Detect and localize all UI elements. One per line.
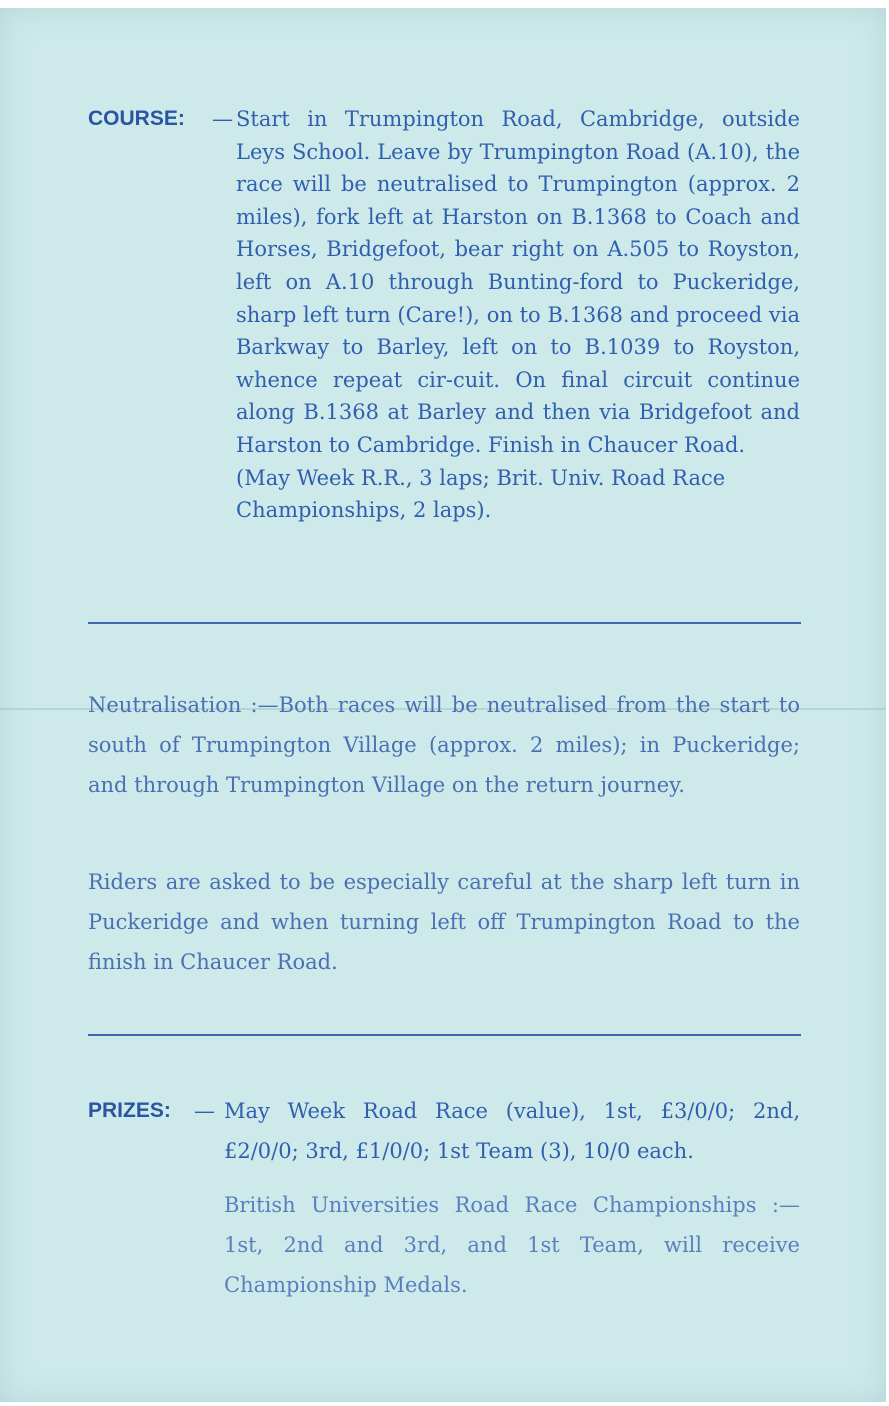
course-label: COURSE: bbox=[88, 107, 185, 130]
prizes-dash: — bbox=[194, 1099, 215, 1123]
prizes-text: May Week Road Race (value), 1st, £3/0/0; 2nd, £2/0/0; 3rd, £1/0/0; 1st Team (3), 10/0 each. bbox=[224, 1099, 800, 1163]
divider-rule-2 bbox=[88, 1034, 801, 1036]
course-dash: — bbox=[212, 107, 233, 131]
course-note: (May Week R.R., 3 laps; Brit. Univ. Road Race Championships, 2 laps). bbox=[236, 465, 726, 523]
prizes-label: PRIZES: bbox=[88, 1099, 171, 1122]
riders-section bbox=[88, 862, 800, 982]
championships-text: British Universities Road Race Championships :— 1st, 2nd and 3rd, and 1st Team, will receive Championship Medals. bbox=[224, 1193, 800, 1297]
divider-rule-1 bbox=[88, 622, 801, 624]
prizes-section bbox=[88, 1091, 800, 1305]
riders-text: Riders are asked to be especially careful at the sharp left turn in Puckeridge and when turning left off Trumpington Road to the finish in Chaucer Road. bbox=[88, 870, 800, 974]
neutralisation-section bbox=[88, 685, 800, 805]
course-text: Start in Trumpington Road, Cambridge, outside Leys School. Leave by Trumpington Road (A.10), the race will be neutralised to Trumpington (approx. 2 miles), fork left at Harston on B.1368 to Coach and Horses, Bridgefoot, bear right on A.505 to Royston, left on A.10 through Bunting-ford to Puckeridge, sharp left turn (Care!), on to B.1368 and proceed via Barkway to Barley, left on to B.1039 to Royston, whence repeat cir-cuit. On final circuit continue along B.1368 at Barley and then via Bridgefoot and Harston to Cambridge. Finish in Chaucer Road. bbox=[236, 107, 800, 457]
course-section bbox=[88, 103, 800, 527]
neutralisation-text: Neutralisation :—Both races will be neutralised from the start to south of Trumpington Village (approx. 2 miles); in Puckeridge; and through Trumpington Village on the return journey. bbox=[88, 693, 800, 797]
